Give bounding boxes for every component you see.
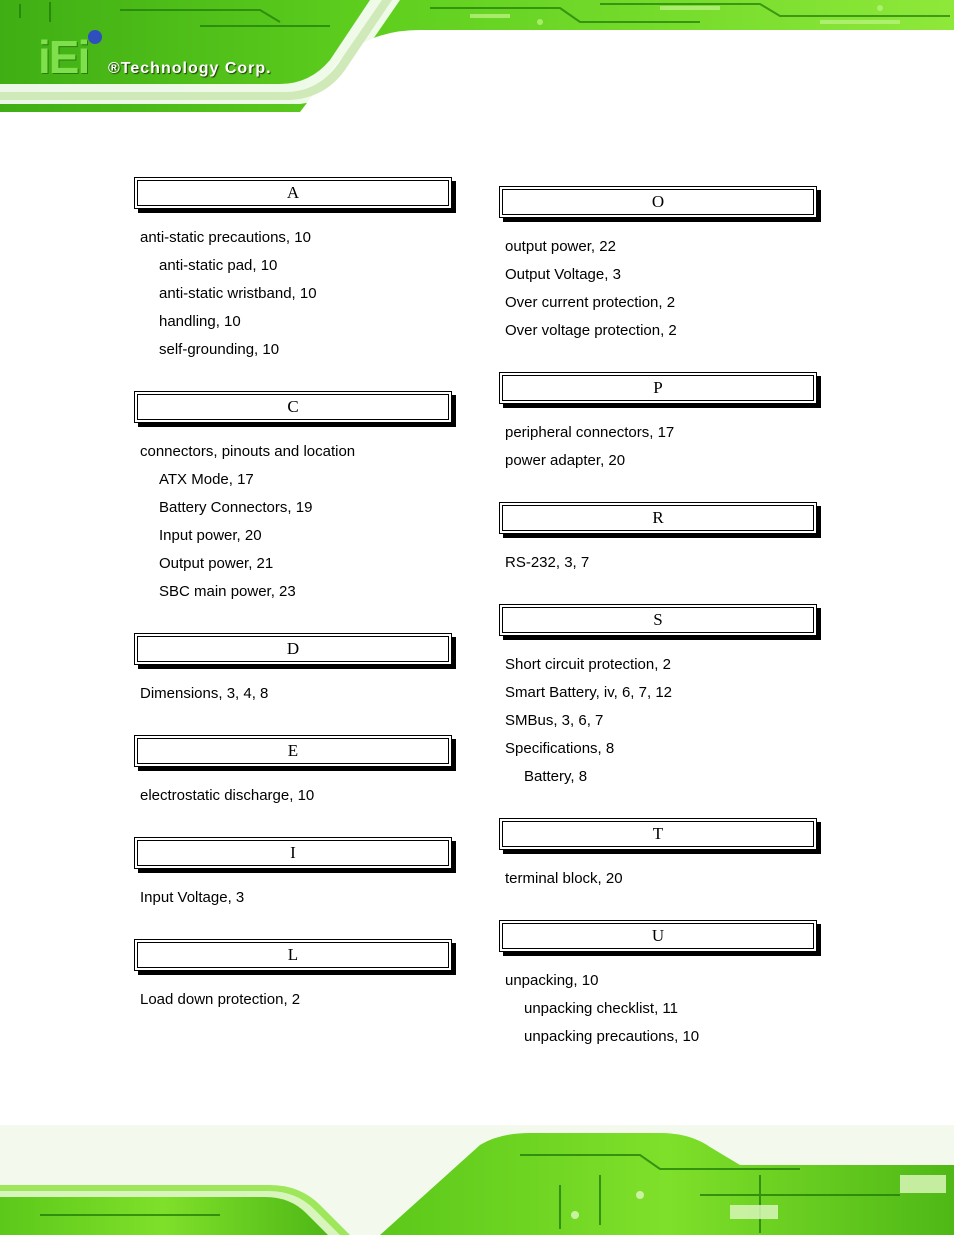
index-subentry: anti-static pad, 10 (159, 257, 278, 274)
footer-pcb-banner (0, 1125, 954, 1235)
index-letter-heading: U (499, 920, 817, 952)
index-entry: Specifications, 8 (505, 740, 615, 757)
index-entry: Input Voltage, 3 (140, 889, 245, 906)
index-subentry: anti-static wristband, 10 (159, 285, 317, 302)
index-entry: output power, 22 (505, 238, 616, 255)
index-letter-heading: T (499, 818, 817, 850)
index-letter-heading: L (134, 939, 452, 971)
index-entry: Short circuit protection, 2 (505, 656, 671, 673)
index-letter-heading: R (499, 502, 817, 534)
logo-dot-icon (88, 30, 102, 44)
index-letter-heading: P (499, 372, 817, 404)
index-entry: peripheral connectors, 17 (505, 424, 675, 441)
index-subentry: self-grounding, 10 (159, 341, 280, 358)
index-entry: electrostatic discharge, 10 (140, 787, 315, 804)
index-subentry: ATX Mode, 17 (159, 471, 254, 488)
index-entry: Load down protection, 2 (140, 991, 301, 1008)
logo-mark: iEi (38, 31, 89, 83)
index-subentry: unpacking checklist, 11 (524, 1000, 678, 1017)
index-subentry: SBC main power, 23 (159, 583, 296, 600)
index-subentry: Output power, 21 (159, 555, 274, 572)
index-entry: connectors, pinouts and location (140, 443, 356, 460)
index-letter-heading: O (499, 186, 817, 218)
index-letter-heading: A (134, 177, 452, 209)
index-entry: unpacking, 10 (505, 972, 599, 989)
index-letter-heading: I (134, 837, 452, 869)
index-entry: Over current protection, 2 (505, 294, 676, 311)
index-entry: Smart Battery, iv, 6, 7, 12 (505, 684, 673, 701)
index-letter-heading: D (134, 633, 452, 665)
index-letter-heading: C (134, 391, 452, 423)
index-letter-heading: E (134, 735, 452, 767)
index-entry: SMBus, 3, 6, 7 (505, 712, 604, 729)
index-subentry: unpacking precautions, 10 (524, 1028, 700, 1045)
index-entry: Over voltage protection, 2 (505, 322, 677, 339)
index-entry: RS-232, 3, 7 (505, 554, 590, 571)
index-letter-heading: S (499, 604, 817, 636)
index-entry: terminal block, 20 (505, 870, 623, 887)
company-name: ®Technology Corp. (108, 60, 272, 77)
index-entry: Dimensions, 3, 4, 8 (140, 685, 269, 702)
index-subentry: Battery, 8 (524, 768, 588, 785)
index-entry: power adapter, 20 (505, 452, 626, 469)
index-entry: anti-static precautions, 10 (140, 229, 311, 246)
index-subentry: handling, 10 (159, 313, 241, 330)
index-subentry: Battery Connectors, 19 (159, 499, 313, 516)
index-entry: Output Voltage, 3 (505, 266, 621, 283)
index-subentry: Input power, 20 (159, 527, 262, 544)
company-logo (38, 28, 298, 84)
